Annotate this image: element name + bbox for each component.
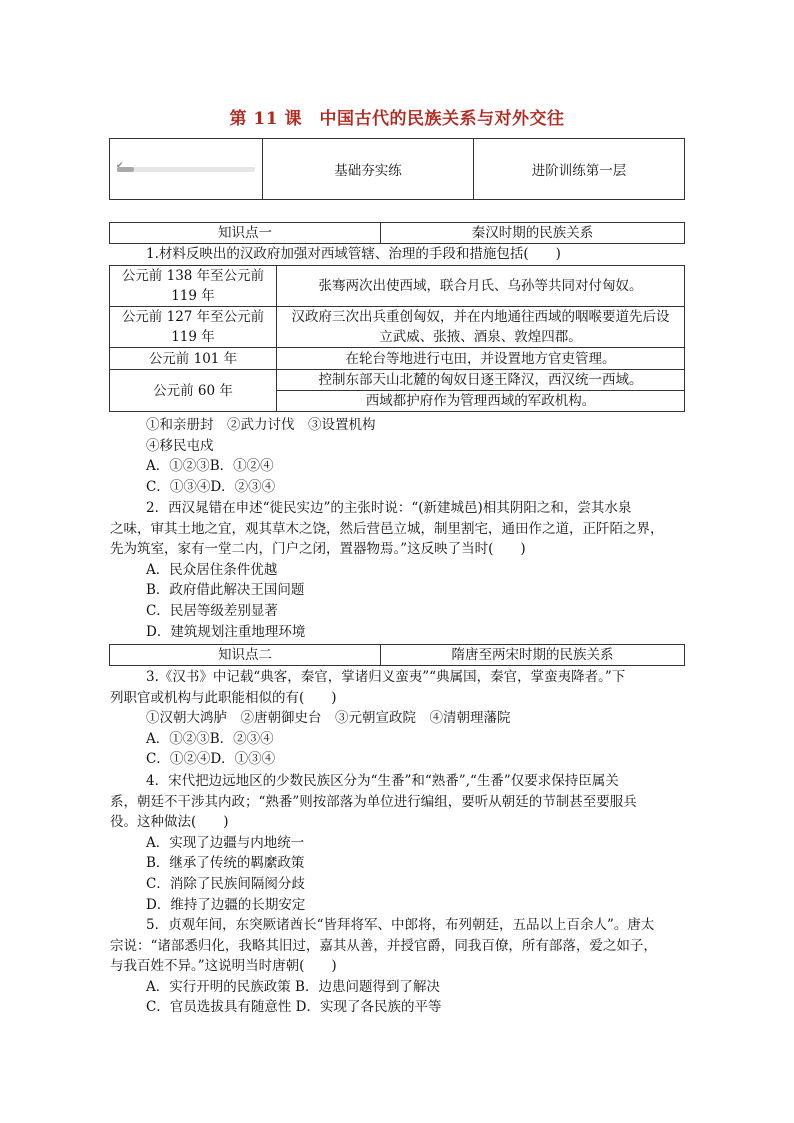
- q1-event-4b: 西域都护府作为管理西域的军政机构。: [277, 391, 685, 412]
- q2-option-d: D．建筑规划注重地理环境: [146, 623, 306, 640]
- knowledge-point-1-table: [109, 222, 685, 244]
- q1-event-4a: 控制东部天山北麓的匈奴日逐王降汉，西汉统一西域。: [277, 370, 685, 391]
- header-advanced: 进阶训练第一层: [474, 139, 685, 200]
- q1-stem: 1.材料反映出的汉政府加强对西域管辖、治理的手段和措施包括( ): [146, 246, 561, 262]
- q3-option-ab: A．①②③B．②③④: [146, 730, 274, 747]
- q1-items-1: ①和亲册封 ②武力讨伐 ③设置机构: [146, 417, 376, 433]
- q1-material-table: [109, 265, 685, 412]
- page-title: 第 11 课 中国古代的民族关系与对外交往: [229, 109, 565, 129]
- q1-options: [110, 415, 685, 497]
- q1-event-2: 汉政府三次出兵重创匈奴，并在内地通往西域的咽喉要道先后设立武威、张掖、酒泉、敦煌四郡。: [277, 307, 685, 348]
- q5-stem-3: 与我百姓不异。”这说明当时唐朝( ): [110, 958, 337, 975]
- q3-option-cd: C．①②④D．①③④: [146, 751, 276, 768]
- q2-option-a: A．民众居住条件优越: [146, 561, 278, 578]
- q4-stem-1: 4．宋代把边远地区的少数民族区分为“生番”和“熟番”,“生番”仅要求保持臣属关: [146, 773, 619, 789]
- q1-items-2: ④移民屯戍: [146, 437, 214, 454]
- q5-option-cd: C．官员选拔具有随意性 D．实现了各民族的平等: [146, 999, 442, 1016]
- progress-cell: [110, 139, 263, 200]
- check-icon: ✔: [116, 160, 124, 171]
- question-3: [110, 667, 685, 770]
- header-table: [109, 138, 685, 200]
- q2-stem-2: 之味，审其土地之宜，观其草木之饶，然后营邑立城，制里割宅，通田作之道，正阡陌之界，: [110, 520, 664, 537]
- q2-stem-1: 2．西汉晁错在申述“徙民实边”的主张时说：“(新建城邑)相其阴阳之和，尝其水泉: [146, 500, 632, 516]
- q2-option-c: C．民居等级差别显著: [146, 602, 278, 619]
- q2-option-b: B．政府借此解决王国问题: [146, 582, 305, 599]
- q1-option-cd: C．①③④D．②③④: [146, 478, 276, 495]
- kp2-topic: 隋唐至两宋时期的民族关系: [381, 645, 685, 666]
- q4-option-b: B．继承了传统的羁縻政策: [146, 855, 305, 872]
- q1-option-ab: A．①②③B．①②④: [146, 458, 274, 475]
- q1-event-1: 张骞两次出使西域，联合月氏、乌孙等共同对付匈奴。: [277, 266, 685, 307]
- q1-time-2: 公元前 127 年至公元前 119 年: [110, 307, 277, 348]
- question-4: [110, 771, 685, 915]
- q3-items: ①汉朝大鸿胪 ②唐朝御史台 ③元朝宣政院 ④清朝理藩院: [146, 710, 511, 727]
- knowledge-point-2-table: [109, 644, 685, 666]
- q1-time-4: 公元前 60 年: [110, 370, 277, 412]
- q5-stem-1: 5．贞观年间，东突厥诸酋长“皆拜将军、中郎将，布列朝廷，五品以上百余人”。唐太: [146, 917, 655, 933]
- question-2: [110, 498, 685, 642]
- header-basic: 基础夯实练: [263, 139, 474, 200]
- q1-time-1: 公元前 138 年至公元前 119 年: [110, 266, 277, 307]
- q4-option-a: A．实现了边疆与内地统一: [146, 834, 305, 851]
- q1-time-3: 公元前 101 年: [110, 348, 277, 370]
- q3-stem-2: 列职官或机构与此职能相似的有( ): [110, 689, 337, 706]
- q2-stem-3: 先为筑室，家有一堂二内，门户之闭，置器物焉。”这反映了当时( ): [110, 541, 526, 558]
- progress-bar: [116, 160, 255, 172]
- q4-option-c: C．消除了民族间隔阂分歧: [146, 875, 305, 892]
- kp1-label: 知识点一: [110, 223, 381, 244]
- q4-option-d: D．维持了边疆的长期安定: [146, 896, 306, 913]
- q3-stem-1: 3.《汉书》中记载“典客，秦官，掌诸归义蛮夷”“典属国，秦官，掌蛮夷降者。”下: [146, 669, 626, 685]
- kp1-topic: 秦汉时期的民族关系: [381, 223, 685, 244]
- q5-stem-2: 宗说：“诸部悉归化，我略其旧过，嘉其从善，并授官爵，同我百僚，所有部落，爱之如子，: [110, 937, 657, 954]
- q4-stem-3: 役。这种做法( ): [110, 814, 229, 831]
- q4-stem-2: 系，朝廷不干涉其内政；“熟番”则按部落为单位进行编组，要听从朝廷的节制甚至要服兵: [110, 793, 637, 810]
- question-5: [110, 915, 685, 1018]
- q1-event-3: 在轮台等地进行屯田，并设置地方官吏管理。: [277, 348, 685, 370]
- q5-option-ab: A．实行开明的民族政策 B．边患问题得到了解决: [146, 978, 440, 995]
- kp2-label: 知识点二: [110, 645, 381, 666]
